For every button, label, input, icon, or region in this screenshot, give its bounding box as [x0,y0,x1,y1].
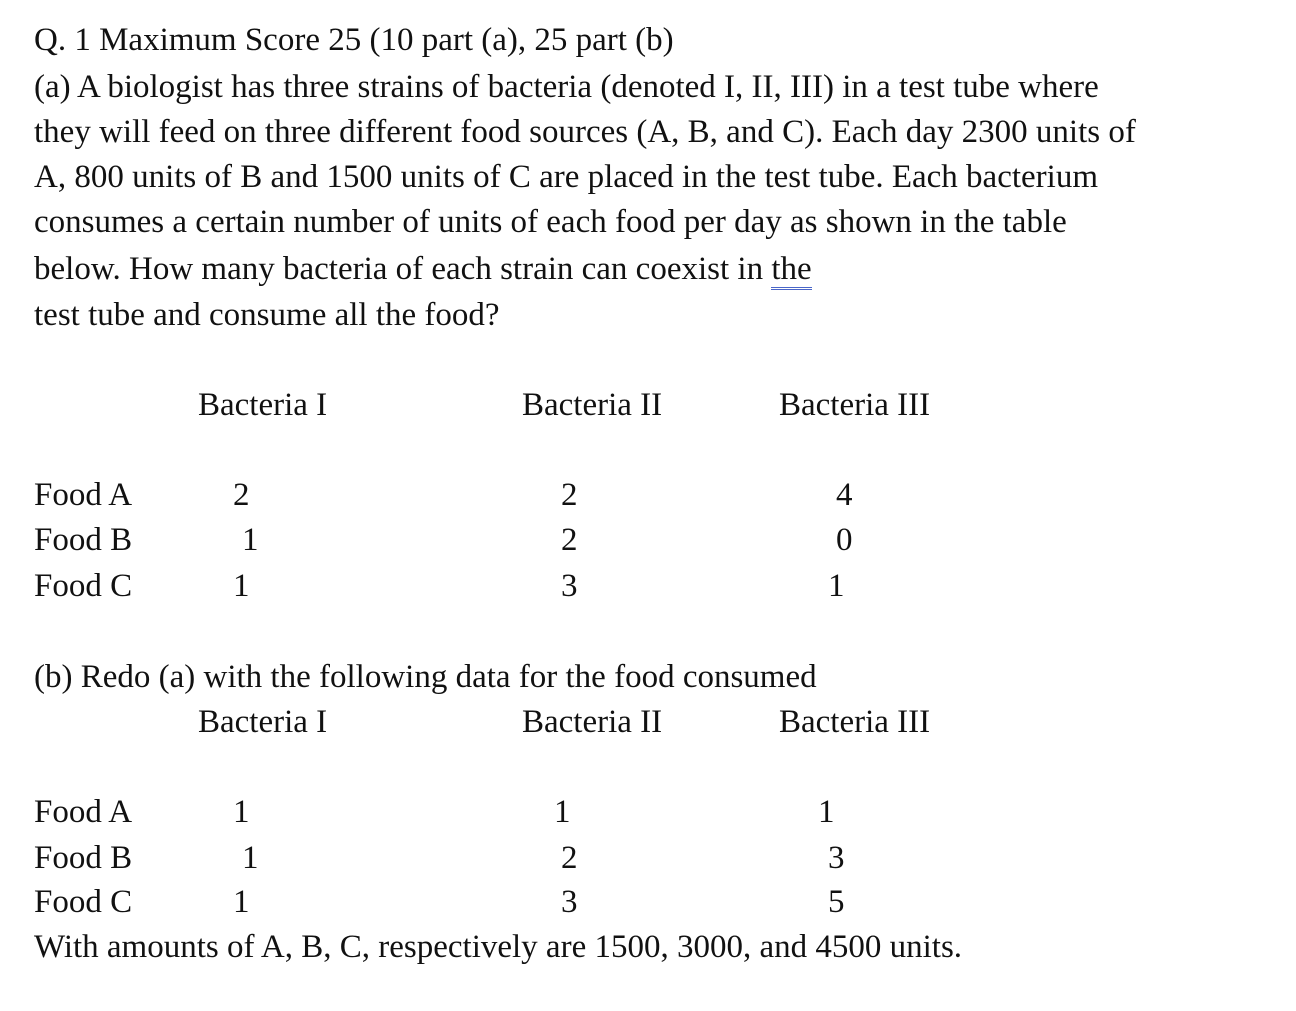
table-a-header-bacteria-3: Bacteria III [779,387,931,423]
table-a-cell: 0 [836,522,853,558]
table-a-cell: 3 [561,568,578,604]
table-b-row-label: Food C [34,884,133,920]
part-b-intro: (b) Redo (a) with the following data for the food consumed [34,659,817,695]
table-a-cell: 2 [233,477,250,513]
table-a-cell: 1 [828,568,845,604]
table-b-cell: 3 [561,884,578,920]
part-a-line-5 [34,253,812,286]
table-a-row-label: Food C [34,568,133,604]
table-a-cell: 1 [233,568,250,604]
table-b-cell: 1 [242,840,259,876]
table-b-cell: 1 [233,794,250,830]
question-header: Q. 1 Maximum Score 25 (10 part (a), 25 part (b) [34,22,674,58]
part-a-line-2: they will feed on three different food sources (A, B, and C). Each day 2300 units of [34,114,1136,150]
part-a-line-1: (a) A biologist has three strains of bacteria (denoted I, II, III) in a test tube where [34,69,1099,105]
table-b-cell: 3 [828,840,845,876]
table-a-header-bacteria-2: Bacteria II [522,387,663,423]
part-b-footer: With amounts of A, B, C, respectively are 1500, 3000, and 4500 units. [34,929,963,965]
part-a-line-6: test tube and consume all the food? [34,297,500,333]
table-b-row-label: Food B [34,840,133,876]
table-a-cell: 2 [561,477,578,513]
table-a-cell: 2 [561,522,578,558]
table-b-cell: 1 [233,884,250,920]
table-b-cell: 1 [554,794,571,830]
part-a-line-4: consumes a certain number of units of each food per day as shown in the table [34,204,1067,240]
part-a-line-3: A, 800 units of B and 1500 units of C are placed in the test tube. Each bacterium [34,159,1098,195]
table-a-cell: 4 [836,477,853,513]
table-a-row-label: Food B [34,522,133,558]
table-b-cell: 5 [828,884,845,920]
part-a-line-5-text: below. How many bacteria of each strain can coexist in [34,251,772,287]
table-a-row-label: Food A [34,477,133,513]
underlined-word: the [771,251,811,290]
table-b-header-bacteria-3: Bacteria III [779,704,931,740]
table-a-header-bacteria-1: Bacteria I [198,387,328,423]
table-b-header-bacteria-2: Bacteria II [522,704,663,740]
table-b-cell: 1 [818,794,835,830]
table-b-header-bacteria-1: Bacteria I [198,704,328,740]
table-b-cell: 2 [561,840,578,876]
table-a-cell: 1 [242,522,259,558]
table-b-row-label: Food A [34,794,133,830]
